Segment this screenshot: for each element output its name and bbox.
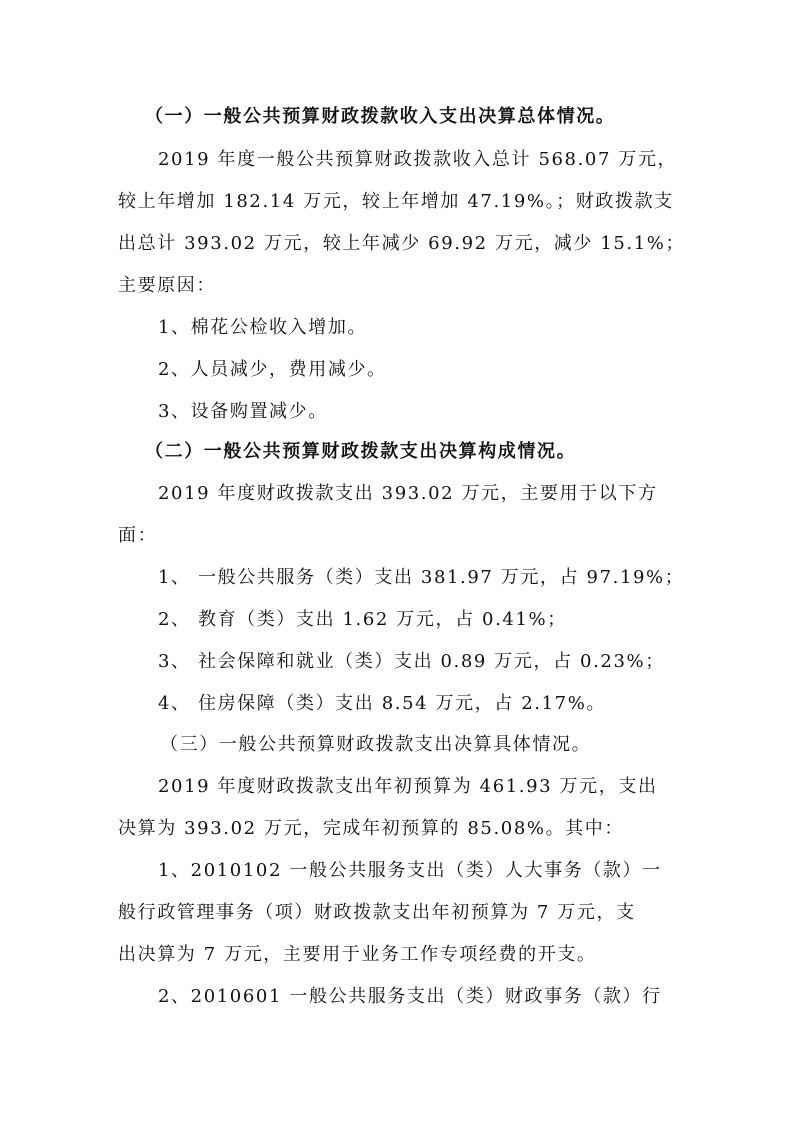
section-heading-1: （一）一般公共预算财政拨款收入支出决算总体情况。: [145, 106, 616, 127]
paragraph-line: 般行政管理事务（项）财政拨款支出年初预算为 7 万元，支: [118, 902, 636, 923]
paragraph-line: 出总计 393.02 万元，较上年减少 69.92 万元，减少 15.1%；: [118, 233, 686, 254]
list-item: 3、设备购置减少。: [158, 401, 328, 422]
list-item: 1、 一般公共服务（类）支出 381.97 万元，占 97.19%；: [158, 567, 685, 588]
paragraph-line: 1、2010102 一般公共服务支出（类）人大事务（款）一: [158, 860, 662, 881]
paragraph-line: 较上年增加 182.14 万元，较上年增加 47.19%。；财政拨款支: [118, 191, 674, 212]
paragraph-line: 面：: [118, 525, 158, 546]
list-item: 2、人员减少，费用减少。: [158, 359, 387, 380]
list-item: 3、 社会保障和就业（类）支出 0.89 万元，占 0.23%；: [158, 651, 665, 672]
paragraph-line: 2、2010601 一般公共服务支出（类）财政事务（款）行: [158, 986, 662, 1007]
paragraph-line: 2019 年度财政拨款支出 393.02 万元，主要用于以下方: [158, 483, 658, 504]
paragraph-line: 主要原因：: [118, 275, 216, 296]
paragraph-line: 2019 年度一般公共预算财政拨款收入总计 568.07 万元，: [158, 149, 678, 170]
list-item: 1、棉花公检收入增加。: [158, 317, 368, 338]
list-item: 2、 教育（类）支出 1.62 万元，占 0.41%；: [158, 609, 567, 630]
paragraph-line: 2019 年度财政拨款支出年初预算为 461.93 万元，支出: [158, 776, 658, 797]
list-item: 4、 住房保障（类）支出 8.54 万元，占 2.17%。: [158, 693, 606, 714]
paragraph-line: 出决算为 7 万元，主要用于业务工作专项经费的开支。: [118, 944, 597, 965]
section-heading-3: （三）一般公共预算财政拨款支出决算具体情况。: [160, 734, 592, 755]
paragraph-line: 决算为 393.02 万元，完成年初预算的 85.08%。其中：: [118, 818, 624, 839]
section-heading-2: （二）一般公共预算财政拨款支出决算构成情况。: [145, 441, 577, 462]
